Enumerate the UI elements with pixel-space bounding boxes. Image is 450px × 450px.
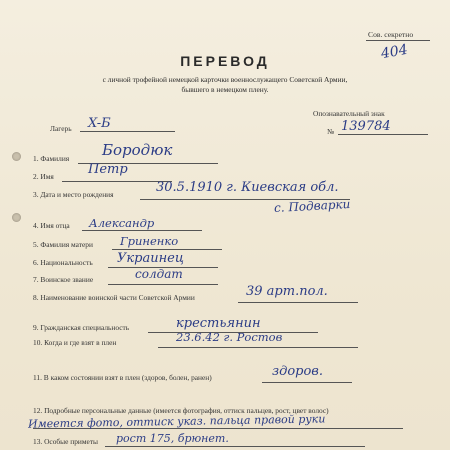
secret-label: Сов. секретно: [368, 30, 414, 39]
field-value-personal-data: Имеется фото, оттиск указ. пальца правой руки: [27, 412, 326, 431]
field-value-condition: здоров.: [272, 364, 324, 379]
secret-value: 404: [379, 41, 409, 63]
field-value-nationality: Украинец: [117, 251, 184, 266]
field-value-father: Александр: [89, 216, 155, 230]
field-label-nationality: 6. Национальность: [33, 258, 93, 267]
field-value-name: Петр: [88, 162, 128, 177]
document-subtitle: [0, 75, 450, 95]
field-value-features: рост 175, брюнет.: [116, 432, 229, 445]
field-label-personal-data: 12. Подробные персональные данные (имеется фотография, оттиск пальцев, рост, цвет волос): [33, 406, 329, 415]
field-underline: [112, 249, 222, 250]
field-underline: [108, 284, 218, 285]
field-label-features: 13. Особые приметы: [33, 437, 99, 446]
field-label-captured: 10. Когда и где взят в плен: [33, 338, 117, 347]
field-value-mother: Гриненко: [120, 234, 179, 248]
field-underline: [158, 347, 358, 348]
field-value-profession: крестьянин: [176, 316, 261, 331]
id-tag-value: 139784: [341, 119, 391, 134]
field-label-surname: 1. Фамилия: [33, 154, 70, 163]
field-label-birth: 3. Дата и место рождения: [33, 190, 114, 199]
field-value-captured: 23.6.42 г. Ростов: [176, 330, 283, 344]
field-underline: [262, 382, 352, 383]
camp-value: X-Б: [88, 116, 111, 131]
divider-line: [366, 40, 430, 41]
field-label-mother: 5. Фамилия матери: [33, 240, 93, 249]
field-value-unit: 39 арт.пол.: [246, 284, 328, 299]
field-underline: [82, 230, 202, 231]
field-underline: [238, 302, 358, 303]
field-label-profession: 9. Гражданская специальность: [33, 323, 130, 332]
subtitle-line-2: бывшего в немецком плену.: [181, 85, 269, 94]
punch-hole: [12, 152, 21, 161]
camp-underline: [80, 131, 175, 132]
id-number-label: №: [327, 127, 335, 136]
field-label-unit: 8. Наименование воинской части Советской Армии: [33, 293, 195, 302]
field-underline: [105, 446, 365, 447]
camp-label: Лагерь: [50, 124, 72, 133]
punch-hole: [12, 213, 21, 222]
field-value-rank: солдат: [135, 267, 183, 281]
id-underline: [338, 134, 428, 135]
field-label-condition: 11. В каком состоянии взят в плен (здоров, болен, ранен): [33, 373, 212, 382]
field-value-surname: Бородюк: [102, 141, 173, 159]
field-value-birth: 30.5.1910 г. Киевская обл.: [156, 180, 339, 195]
field-label-rank: 7. Воинское звание: [33, 275, 94, 284]
field-value-birth-place: с. Подварки: [273, 197, 351, 215]
document-title: ПЕРЕВОД: [180, 53, 270, 69]
field-label-name: 2. Имя: [33, 172, 54, 181]
subtitle-line-1: с личной трофейной немецкой карточки военнослужащего Советской Армии,: [102, 75, 348, 84]
id-tag-label: Опознавательный знак: [313, 109, 385, 118]
field-label-father: 4. Имя отца: [33, 221, 70, 230]
